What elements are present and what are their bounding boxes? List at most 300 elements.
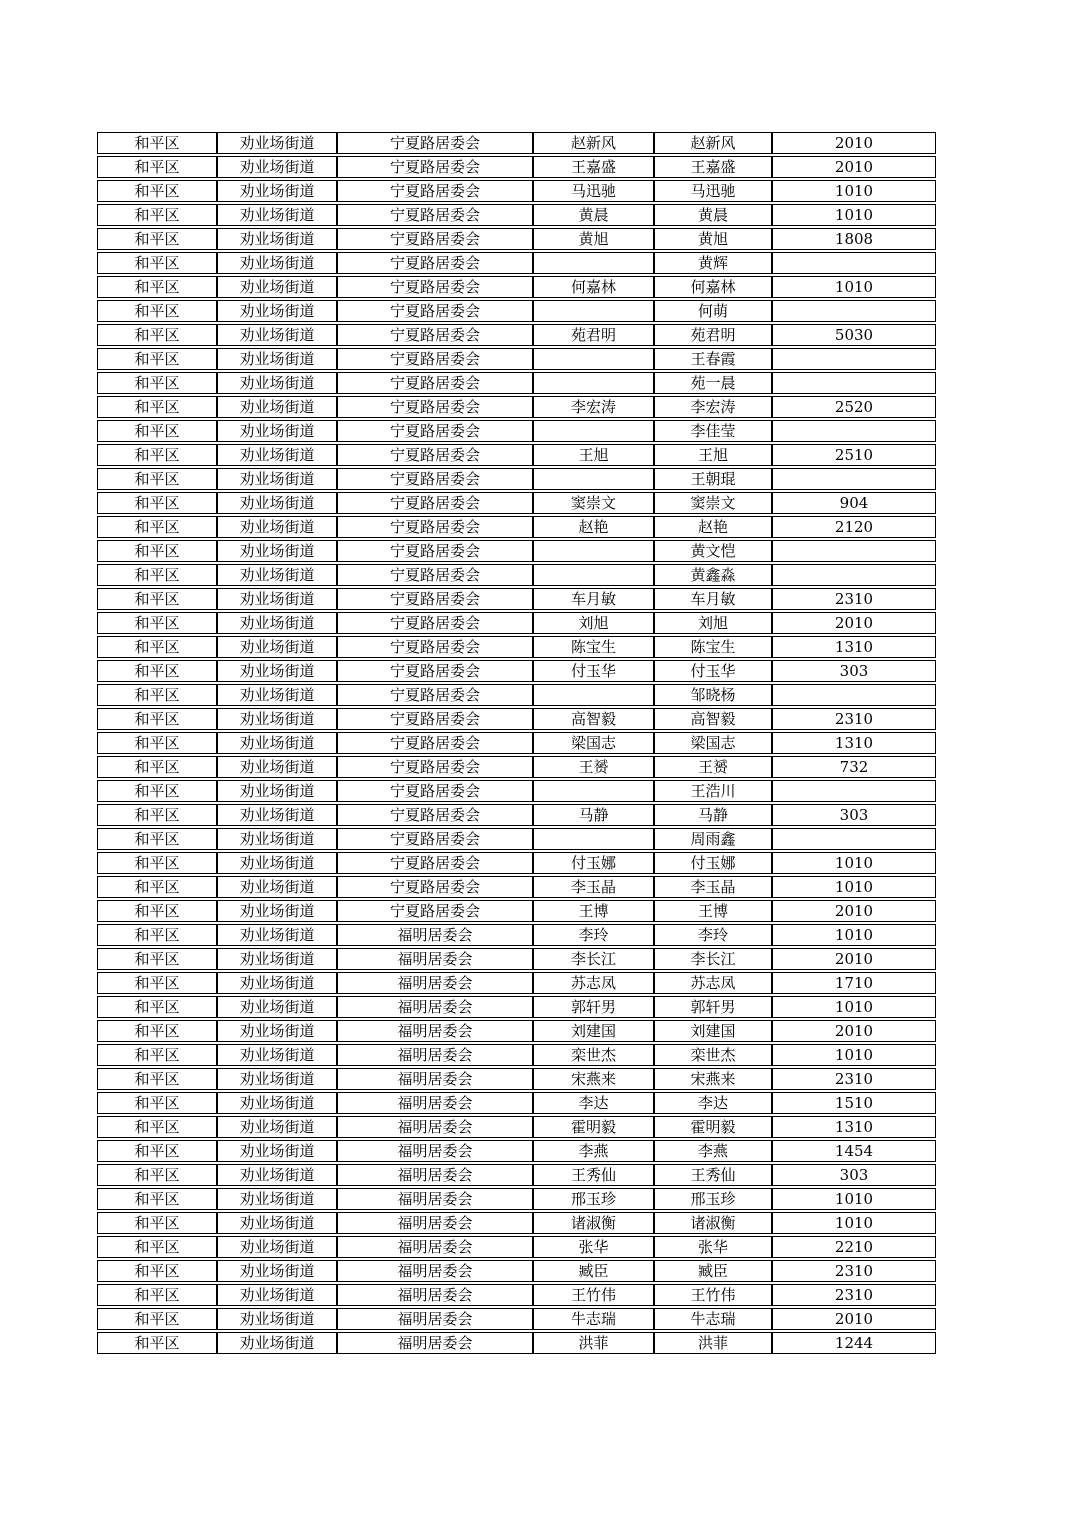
table-row	[97, 660, 936, 682]
cell-name1	[533, 780, 654, 802]
cell-street: 劝业场街道	[217, 804, 337, 826]
cell-committee: 宁夏路居委会	[337, 396, 533, 418]
cell-street: 劝业场街道	[217, 468, 337, 490]
cell-name1: 黄旭	[533, 228, 654, 250]
cell-district: 和平区	[97, 252, 217, 274]
cell-name2: 王朝琨	[654, 468, 772, 490]
cell-committee: 宁夏路居委会	[337, 204, 533, 226]
table-row	[97, 516, 936, 538]
cell-street: 劝业场街道	[217, 636, 337, 658]
table-row	[97, 156, 936, 178]
cell-code: 1010	[772, 1044, 936, 1066]
cell-street: 劝业场街道	[217, 756, 337, 778]
cell-name1: 王赟	[533, 756, 654, 778]
cell-district: 和平区	[97, 780, 217, 802]
table-row	[97, 300, 936, 322]
cell-street: 劝业场街道	[217, 828, 337, 850]
cell-district: 和平区	[97, 804, 217, 826]
cell-committee: 宁夏路居委会	[337, 612, 533, 634]
cell-name1: 苑君明	[533, 324, 654, 346]
cell-name1: 郭轩男	[533, 996, 654, 1018]
cell-committee: 宁夏路居委会	[337, 660, 533, 682]
cell-district: 和平区	[97, 276, 217, 298]
cell-name2: 臧臣	[654, 1260, 772, 1282]
cell-committee: 福明居委会	[337, 1332, 533, 1354]
table-row	[97, 1332, 936, 1354]
cell-name2: 苑一晨	[654, 372, 772, 394]
cell-name2: 高智毅	[654, 708, 772, 730]
cell-code: 732	[772, 756, 936, 778]
cell-name2: 马迅驰	[654, 180, 772, 202]
cell-code	[772, 420, 936, 442]
cell-street: 劝业场街道	[217, 252, 337, 274]
cell-code: 2310	[772, 1284, 936, 1306]
table-row	[97, 348, 936, 370]
cell-street: 劝业场街道	[217, 996, 337, 1018]
cell-name1: 李达	[533, 1092, 654, 1114]
cell-name2: 李燕	[654, 1140, 772, 1162]
table-row	[97, 1116, 936, 1138]
table-row	[97, 948, 936, 970]
cell-district: 和平区	[97, 156, 217, 178]
table-row	[97, 1260, 936, 1282]
cell-district: 和平区	[97, 228, 217, 250]
cell-name1	[533, 372, 654, 394]
cell-name1	[533, 420, 654, 442]
cell-committee: 宁夏路居委会	[337, 540, 533, 562]
cell-committee: 福明居委会	[337, 924, 533, 946]
cell-district: 和平区	[97, 1212, 217, 1234]
cell-code: 1010	[772, 876, 936, 898]
table-row	[97, 804, 936, 826]
cell-committee: 宁夏路居委会	[337, 180, 533, 202]
cell-committee: 宁夏路居委会	[337, 276, 533, 298]
cell-district: 和平区	[97, 420, 217, 442]
cell-code: 1310	[772, 636, 936, 658]
table-body	[97, 132, 936, 1354]
cell-district: 和平区	[97, 900, 217, 922]
cell-committee: 宁夏路居委会	[337, 564, 533, 586]
cell-name1: 王竹伟	[533, 1284, 654, 1306]
cell-district: 和平区	[97, 756, 217, 778]
cell-street: 劝业场街道	[217, 1308, 337, 1330]
cell-district: 和平区	[97, 1236, 217, 1258]
cell-code	[772, 468, 936, 490]
cell-street: 劝业场街道	[217, 204, 337, 226]
cell-name2: 梁国志	[654, 732, 772, 754]
cell-district: 和平区	[97, 852, 217, 874]
cell-street: 劝业场街道	[217, 1140, 337, 1162]
table-row	[97, 492, 936, 514]
cell-street: 劝业场街道	[217, 1044, 337, 1066]
cell-committee: 宁夏路居委会	[337, 876, 533, 898]
table-row	[97, 132, 936, 154]
cell-district: 和平区	[97, 396, 217, 418]
cell-committee: 福明居委会	[337, 1308, 533, 1330]
cell-district: 和平区	[97, 300, 217, 322]
cell-name2: 诸淑衡	[654, 1212, 772, 1234]
table-row	[97, 996, 936, 1018]
cell-name1	[533, 828, 654, 850]
table-row	[97, 1068, 936, 1090]
cell-name1: 洪菲	[533, 1332, 654, 1354]
cell-district: 和平区	[97, 204, 217, 226]
cell-district: 和平区	[97, 1308, 217, 1330]
cell-name1: 苏志凤	[533, 972, 654, 994]
cell-committee: 宁夏路居委会	[337, 468, 533, 490]
cell-district: 和平区	[97, 1020, 217, 1042]
cell-committee: 福明居委会	[337, 1164, 533, 1186]
table-row	[97, 1236, 936, 1258]
cell-committee: 宁夏路居委会	[337, 852, 533, 874]
cell-name1: 李玲	[533, 924, 654, 946]
cell-district: 和平区	[97, 1284, 217, 1306]
cell-district: 和平区	[97, 516, 217, 538]
cell-name2: 栾世杰	[654, 1044, 772, 1066]
cell-street: 劝业场街道	[217, 228, 337, 250]
cell-name1: 牛志瑞	[533, 1308, 654, 1330]
cell-name2: 窦崇文	[654, 492, 772, 514]
cell-name2: 付玉娜	[654, 852, 772, 874]
cell-code: 1510	[772, 1092, 936, 1114]
cell-name2: 李玲	[654, 924, 772, 946]
cell-street: 劝业场街道	[217, 900, 337, 922]
cell-code: 904	[772, 492, 936, 514]
cell-street: 劝业场街道	[217, 852, 337, 874]
table-row	[97, 636, 936, 658]
cell-name1: 赵新风	[533, 132, 654, 154]
cell-street: 劝业场街道	[217, 396, 337, 418]
cell-code: 2010	[772, 1020, 936, 1042]
table-row	[97, 708, 936, 730]
cell-code: 2010	[772, 900, 936, 922]
table-row	[97, 1308, 936, 1330]
cell-street: 劝业场街道	[217, 372, 337, 394]
cell-name1: 霍明毅	[533, 1116, 654, 1138]
cell-name2: 黄旭	[654, 228, 772, 250]
cell-name2: 何嘉林	[654, 276, 772, 298]
cell-code: 303	[772, 1164, 936, 1186]
cell-committee: 宁夏路居委会	[337, 780, 533, 802]
cell-code: 1454	[772, 1140, 936, 1162]
cell-committee: 宁夏路居委会	[337, 324, 533, 346]
cell-street: 劝业场街道	[217, 588, 337, 610]
cell-code	[772, 828, 936, 850]
cell-committee: 福明居委会	[337, 1020, 533, 1042]
cell-name2: 黄文恺	[654, 540, 772, 562]
cell-code: 2120	[772, 516, 936, 538]
cell-committee: 宁夏路居委会	[337, 900, 533, 922]
cell-committee: 宁夏路居委会	[337, 828, 533, 850]
cell-code: 2510	[772, 444, 936, 466]
cell-name1	[533, 300, 654, 322]
cell-street: 劝业场街道	[217, 564, 337, 586]
cell-code: 1010	[772, 924, 936, 946]
cell-code: 2520	[772, 396, 936, 418]
cell-name2: 黄晨	[654, 204, 772, 226]
cell-name2: 邢玉珍	[654, 1188, 772, 1210]
cell-district: 和平区	[97, 1260, 217, 1282]
cell-name2: 洪菲	[654, 1332, 772, 1354]
cell-district: 和平区	[97, 996, 217, 1018]
cell-name1: 李宏涛	[533, 396, 654, 418]
cell-committee: 福明居委会	[337, 1188, 533, 1210]
table-row	[97, 228, 936, 250]
cell-district: 和平区	[97, 948, 217, 970]
cell-street: 劝业场街道	[217, 324, 337, 346]
cell-street: 劝业场街道	[217, 732, 337, 754]
table-row	[97, 972, 936, 994]
cell-street: 劝业场街道	[217, 972, 337, 994]
table-row	[97, 852, 936, 874]
cell-name1: 王秀仙	[533, 1164, 654, 1186]
cell-street: 劝业场街道	[217, 708, 337, 730]
cell-name1: 高智毅	[533, 708, 654, 730]
cell-street: 劝业场街道	[217, 156, 337, 178]
cell-street: 劝业场街道	[217, 180, 337, 202]
cell-street: 劝业场街道	[217, 348, 337, 370]
table-row	[97, 564, 936, 586]
table-row	[97, 924, 936, 946]
cell-code: 2310	[772, 708, 936, 730]
cell-name2: 黄辉	[654, 252, 772, 274]
cell-name1: 王嘉盛	[533, 156, 654, 178]
residents-table	[97, 130, 936, 1356]
cell-name1: 臧臣	[533, 1260, 654, 1282]
cell-code: 1244	[772, 1332, 936, 1354]
cell-name2: 周雨鑫	[654, 828, 772, 850]
table-row	[97, 276, 936, 298]
cell-code: 1010	[772, 996, 936, 1018]
cell-district: 和平区	[97, 1116, 217, 1138]
cell-name1: 李长江	[533, 948, 654, 970]
table-row	[97, 732, 936, 754]
table-row	[97, 1092, 936, 1114]
cell-name2: 赵艳	[654, 516, 772, 538]
cell-committee: 宁夏路居委会	[337, 756, 533, 778]
cell-name2: 陈宝生	[654, 636, 772, 658]
cell-committee: 福明居委会	[337, 972, 533, 994]
cell-street: 劝业场街道	[217, 276, 337, 298]
cell-district: 和平区	[97, 588, 217, 610]
cell-district: 和平区	[97, 684, 217, 706]
cell-name1: 李玉晶	[533, 876, 654, 898]
cell-code: 303	[772, 660, 936, 682]
cell-name1: 马静	[533, 804, 654, 826]
cell-name2: 王春霞	[654, 348, 772, 370]
table-row	[97, 372, 936, 394]
cell-committee: 福明居委会	[337, 996, 533, 1018]
cell-code: 2010	[772, 156, 936, 178]
cell-code: 1310	[772, 732, 936, 754]
cell-name1: 车月敏	[533, 588, 654, 610]
table-row	[97, 588, 936, 610]
cell-street: 劝业场街道	[217, 492, 337, 514]
cell-name1: 陈宝生	[533, 636, 654, 658]
cell-name2: 王赟	[654, 756, 772, 778]
cell-street: 劝业场街道	[217, 444, 337, 466]
cell-street: 劝业场街道	[217, 540, 337, 562]
cell-name1: 何嘉林	[533, 276, 654, 298]
cell-district: 和平区	[97, 1068, 217, 1090]
cell-code: 2310	[772, 1260, 936, 1282]
cell-street: 劝业场街道	[217, 780, 337, 802]
cell-name2: 李佳莹	[654, 420, 772, 442]
cell-code: 303	[772, 804, 936, 826]
cell-name1	[533, 468, 654, 490]
cell-district: 和平区	[97, 924, 217, 946]
table-row	[97, 180, 936, 202]
cell-committee: 宁夏路居委会	[337, 516, 533, 538]
cell-name1: 张华	[533, 1236, 654, 1258]
cell-committee: 宁夏路居委会	[337, 156, 533, 178]
table-row	[97, 1140, 936, 1162]
cell-committee: 宁夏路居委会	[337, 300, 533, 322]
cell-district: 和平区	[97, 828, 217, 850]
cell-code: 2010	[772, 1308, 936, 1330]
cell-name1: 宋燕来	[533, 1068, 654, 1090]
cell-name2: 黄鑫淼	[654, 564, 772, 586]
cell-name2: 李玉晶	[654, 876, 772, 898]
cell-name1: 栾世杰	[533, 1044, 654, 1066]
cell-name2: 李长江	[654, 948, 772, 970]
cell-name1: 窦崇文	[533, 492, 654, 514]
cell-code: 1310	[772, 1116, 936, 1138]
cell-committee: 宁夏路居委会	[337, 804, 533, 826]
cell-district: 和平区	[97, 468, 217, 490]
cell-code: 1010	[772, 1212, 936, 1234]
table-row	[97, 1284, 936, 1306]
cell-district: 和平区	[97, 636, 217, 658]
cell-name2: 付玉华	[654, 660, 772, 682]
cell-district: 和平区	[97, 1188, 217, 1210]
cell-committee: 宁夏路居委会	[337, 732, 533, 754]
cell-code: 1010	[772, 180, 936, 202]
cell-code: 2010	[772, 612, 936, 634]
cell-street: 劝业场街道	[217, 1284, 337, 1306]
cell-street: 劝业场街道	[217, 1092, 337, 1114]
cell-code: 1010	[772, 1188, 936, 1210]
cell-code: 1010	[772, 276, 936, 298]
cell-committee: 宁夏路居委会	[337, 708, 533, 730]
cell-code: 2310	[772, 1068, 936, 1090]
table-row	[97, 900, 936, 922]
cell-code	[772, 300, 936, 322]
cell-code	[772, 252, 936, 274]
cell-committee: 福明居委会	[337, 948, 533, 970]
cell-committee: 宁夏路居委会	[337, 348, 533, 370]
cell-committee: 宁夏路居委会	[337, 252, 533, 274]
cell-name1: 诸淑衡	[533, 1212, 654, 1234]
cell-district: 和平区	[97, 492, 217, 514]
table-row	[97, 612, 936, 634]
cell-name1: 刘建国	[533, 1020, 654, 1042]
cell-name1	[533, 252, 654, 274]
cell-name1: 梁国志	[533, 732, 654, 754]
cell-name2: 王竹伟	[654, 1284, 772, 1306]
cell-district: 和平区	[97, 1140, 217, 1162]
table-row	[97, 1212, 936, 1234]
table-row	[97, 780, 936, 802]
table-row	[97, 684, 936, 706]
cell-district: 和平区	[97, 708, 217, 730]
cell-street: 劝业场街道	[217, 420, 337, 442]
cell-code: 5030	[772, 324, 936, 346]
cell-street: 劝业场街道	[217, 660, 337, 682]
cell-committee: 福明居委会	[337, 1116, 533, 1138]
table-row	[97, 828, 936, 850]
cell-committee: 宁夏路居委会	[337, 684, 533, 706]
cell-district: 和平区	[97, 1092, 217, 1114]
cell-name1: 李燕	[533, 1140, 654, 1162]
cell-name2: 郭轩男	[654, 996, 772, 1018]
cell-name1: 王博	[533, 900, 654, 922]
cell-committee: 福明居委会	[337, 1068, 533, 1090]
cell-name1: 黄晨	[533, 204, 654, 226]
cell-name1: 付玉华	[533, 660, 654, 682]
cell-code	[772, 348, 936, 370]
cell-code	[772, 564, 936, 586]
cell-committee: 福明居委会	[337, 1260, 533, 1282]
table-row	[97, 420, 936, 442]
cell-district: 和平区	[97, 564, 217, 586]
cell-name2: 何萌	[654, 300, 772, 322]
cell-street: 劝业场街道	[217, 132, 337, 154]
cell-name1	[533, 348, 654, 370]
cell-street: 劝业场街道	[217, 1188, 337, 1210]
cell-district: 和平区	[97, 324, 217, 346]
cell-district: 和平区	[97, 612, 217, 634]
cell-code	[772, 684, 936, 706]
cell-name2: 李达	[654, 1092, 772, 1114]
cell-committee: 宁夏路居委会	[337, 132, 533, 154]
cell-code: 1010	[772, 204, 936, 226]
cell-committee: 福明居委会	[337, 1044, 533, 1066]
cell-street: 劝业场街道	[217, 1332, 337, 1354]
cell-code: 1010	[772, 852, 936, 874]
cell-district: 和平区	[97, 132, 217, 154]
cell-street: 劝业场街道	[217, 1068, 337, 1090]
cell-name2: 牛志瑞	[654, 1308, 772, 1330]
cell-name2: 刘建国	[654, 1020, 772, 1042]
table-row	[97, 324, 936, 346]
cell-street: 劝业场街道	[217, 948, 337, 970]
table-row	[97, 876, 936, 898]
cell-committee: 宁夏路居委会	[337, 636, 533, 658]
cell-district: 和平区	[97, 372, 217, 394]
cell-code	[772, 372, 936, 394]
table-row	[97, 396, 936, 418]
table-row	[97, 756, 936, 778]
cell-district: 和平区	[97, 540, 217, 562]
cell-district: 和平区	[97, 180, 217, 202]
cell-street: 劝业场街道	[217, 1236, 337, 1258]
table-row	[97, 252, 936, 274]
cell-code: 2010	[772, 948, 936, 970]
cell-name2: 李宏涛	[654, 396, 772, 418]
cell-district: 和平区	[97, 1164, 217, 1186]
cell-name1: 邢玉珍	[533, 1188, 654, 1210]
cell-street: 劝业场街道	[217, 1164, 337, 1186]
table-row	[97, 1020, 936, 1042]
cell-committee: 宁夏路居委会	[337, 228, 533, 250]
table-row	[97, 540, 936, 562]
cell-street: 劝业场街道	[217, 876, 337, 898]
cell-name1: 赵艳	[533, 516, 654, 538]
cell-name1	[533, 684, 654, 706]
cell-street: 劝业场街道	[217, 516, 337, 538]
cell-committee: 福明居委会	[337, 1140, 533, 1162]
